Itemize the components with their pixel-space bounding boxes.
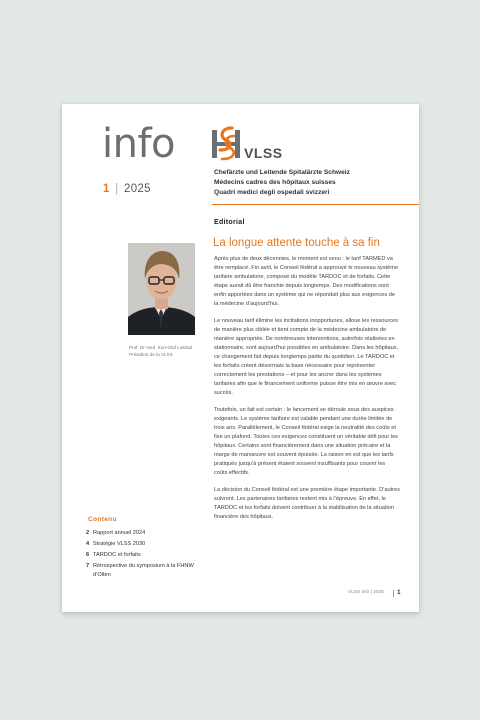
portrait-caption: [129, 344, 192, 358]
author-portrait: [128, 243, 195, 335]
article-body: [214, 255, 400, 530]
header-divider: [212, 204, 419, 205]
article-paragraph: Le nouveau tarif élimine les incitations inopportunes, alloue les ressources de manière plus ciblée et tient compte de la médecine ambulatoire de manière appropriée. De nombreuses interventions, autrefois réalisées en stationnaire, sont aujourd’hui possibles en ambulatoire. Dans les hôpitaux, ce changement fait depuis longtemps partie du quotidien. Le TARDOC et les forfaits créent désormais la base nécessaire pour représenter correctement les prestations – et pour les ancrer dans les systèmes tarifaires afin que le financement uniforme puisse être mis en œuvre avec succès.: [214, 318, 399, 396]
article-paragraph: La décision du Conseil fédéral est une première étape importante. D’autres suivront. Les partenaires tarifaires restent mis à l’épreuve. En effet, le TARDOC et les forfaits doivent contribuer à la stabilisation de la situation financière des hôpitaux.: [214, 487, 400, 520]
article-headline: La longue attente touche à sa fin: [213, 237, 380, 249]
contents-item[interactable]: [86, 529, 196, 538]
contents-item-title: TARDOC et forfaits: [93, 552, 141, 558]
masthead-title: info: [102, 121, 176, 167]
contents-item[interactable]: [86, 562, 196, 579]
contents-page-number: 4: [86, 541, 90, 547]
contents-page-number: 2: [86, 530, 90, 536]
tagline: [214, 168, 350, 198]
contents-item[interactable]: [86, 540, 196, 549]
issue-number: 1: [103, 183, 110, 195]
tagline-it: Quadri medici degli ospedali svizzeri: [214, 189, 330, 196]
footer-divider: [393, 590, 394, 597]
section-label: Editorial: [214, 219, 245, 226]
footer-page-number: 1: [397, 589, 401, 596]
tagline-fr: Médecins cadres des hôpitaux suisses: [214, 179, 336, 186]
contents-item-title: Rapport annuel 2024: [93, 530, 146, 536]
footer-label: VLSS info | 2025: [348, 590, 384, 595]
contents-item-title: Rétrospective du symposium à la FHNW d’Olten: [93, 563, 194, 578]
issue-label: [103, 183, 151, 195]
article-paragraph: Toutefois, un fait est certain : le lancement se déroule sous des auspices exigeants. Le système tarifaire est valable pendant une durée limitée de trois ans. Parallèlement, le Conseil fédéral exige la neutralité des coûts et fixe un plafond. Toutes ces exigences constituent un véritable défi pour les hôpitaux. Certains sont financièrement dans une situation précaire et la marge de manœuvre est souvent épuisée. La raison en est que les tarifs pratiqués jusqu’à présent étaient souvent insuffisants pour couvrir les coûts effectifs.: [214, 407, 398, 476]
issue-year: 2025: [124, 183, 151, 195]
logo-text: VLSS: [244, 145, 283, 161]
contents-list: [86, 529, 196, 582]
caption-name: Prof. Dr med. Kurt-Olaf Lieblad: [129, 345, 193, 350]
caption-role: Président de la VLSS: [129, 352, 173, 357]
contents-page-number: 7: [86, 563, 90, 569]
article-paragraph: Après plus de deux décennies, le moment est venu : le tarif TARMED va être remplacé. Fin avril, le Conseil fédéral a approuvé le nouveau système tarifaire ambulatoire, composé du modèle TARDOC et de forfaits. Cette étape aurait dû être franchie depuis longtemps. Des modifications sont enfin apportées dans un système qui ne répondait plus aux exigences de la médecine d’aujourd’hui.: [214, 256, 399, 307]
contents-item-title: Stratégie VLSS 2030: [93, 541, 146, 547]
contents-item[interactable]: [86, 551, 196, 560]
contents-title: Contenu: [88, 516, 117, 523]
tagline-de: Chefärzte und Leitende Spitalärzte Schweiz: [214, 169, 350, 176]
contents-page-number: 6: [86, 552, 90, 558]
issue-separator: |: [115, 183, 119, 195]
